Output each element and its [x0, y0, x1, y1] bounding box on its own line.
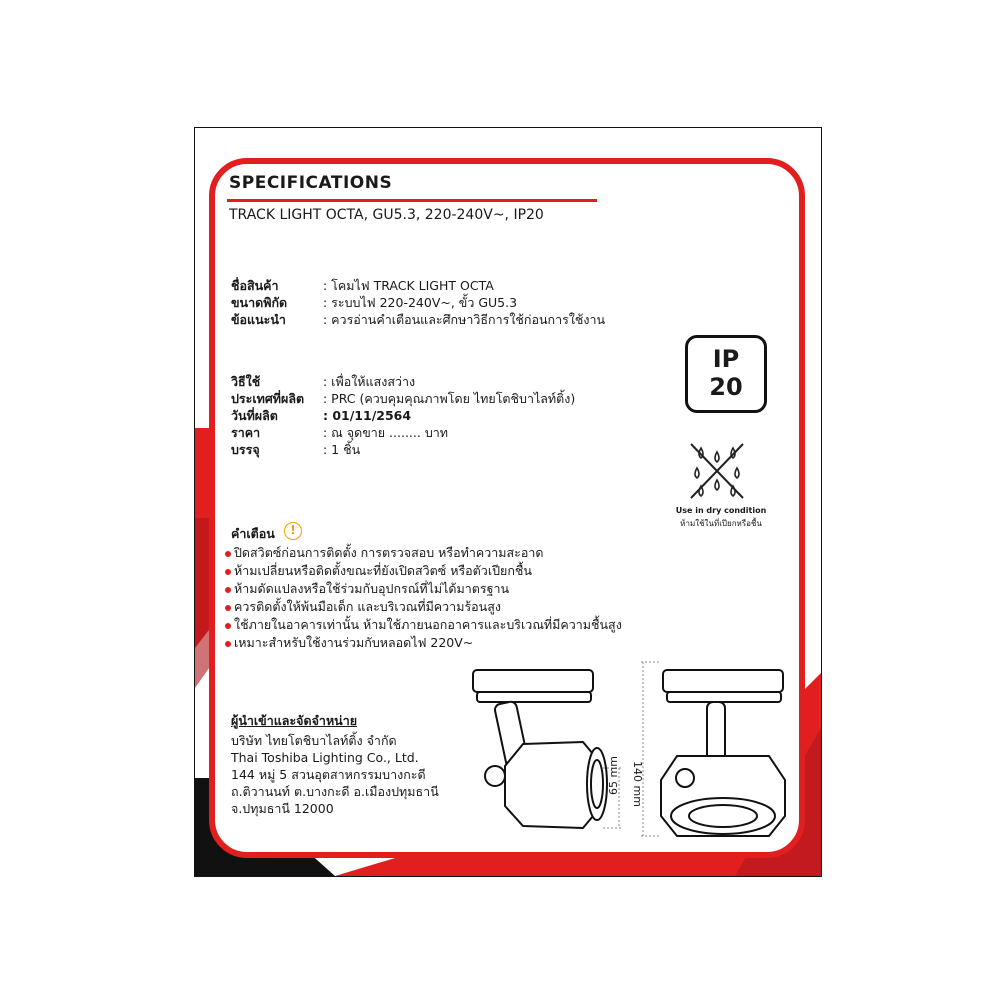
- spec-sheet: [194, 127, 822, 877]
- warning-item: [225, 635, 473, 651]
- warning-item: [225, 599, 501, 615]
- detail-label: ขนาดพิกัด: [231, 295, 288, 310]
- dimension-width-label: 65 mm: [607, 756, 620, 795]
- ip-value: 20: [709, 373, 743, 401]
- detail-label: บรรจุ: [231, 442, 260, 457]
- warning-icon: !: [284, 522, 302, 540]
- ip-label: IP: [712, 345, 740, 373]
- detail-value: : PRC (ควบคุมคุณภาพโดย ไทยโตชิบาไลท์ติ้ง): [323, 391, 576, 406]
- ip-rating-badge: [685, 335, 767, 413]
- detail-label: ประเทศที่ผลิต: [231, 391, 305, 406]
- warning-text: ห้ามเปลี่ยนหรือติดตั้งขณะที่ยังเปิดสวิตซ์ หรือตัวเปียกชื้น: [234, 563, 532, 578]
- distributor-line: 144 หมู่ 5 สวนอุตสาหกรรมบางกะดี: [231, 767, 426, 782]
- dry-condition-label: Use in dry condition: [675, 506, 767, 515]
- detail-row-rating: [231, 295, 517, 311]
- product-dimension-drawing: [463, 656, 803, 856]
- detail-row-usage: [231, 374, 415, 390]
- warning-heading: คำเตือน: [231, 526, 275, 541]
- bullet-icon: [225, 623, 231, 629]
- bullet-icon: [225, 587, 231, 593]
- detail-row-product-name: [231, 278, 494, 294]
- detail-row-country: [231, 391, 575, 407]
- dimension-height-label: 140 mm: [631, 761, 644, 807]
- detail-value: : ระบบไฟ 220-240V~, ขั้ว GU5.3: [323, 295, 518, 310]
- detail-label: วิธีใช้: [231, 374, 261, 389]
- warning-item: [225, 563, 532, 579]
- detail-row-package: [231, 442, 360, 458]
- detail-label: วันที่ผลิต: [231, 408, 278, 423]
- warning-text: ใช้ภายในอาคารเท่านั้น ห้ามใช้ภายนอกอาคารและบริเวณที่มีความชื้นสูง: [234, 617, 622, 632]
- detail-value: : 01/11/2564: [323, 408, 412, 423]
- warning-item: [225, 581, 509, 597]
- warning-text: ห้ามดัดแปลงหรือใช้ร่วมกับอุปกรณ์ที่ไม่ได้มาตรฐาน: [234, 581, 510, 596]
- detail-row-advice: [231, 312, 605, 328]
- detail-value: : ณ จุดขาย ........ บาท: [323, 425, 449, 440]
- dry-condition-label-thai: ห้ามใช้ในที่เปียกหรือชื้น: [680, 519, 762, 528]
- warning-text: ควรติดตั้งให้พ้นมือเด็ก และบริเวณที่มีความร้อนสูง: [234, 599, 501, 614]
- distributor-heading: ผู้นำเข้าและจัดจำหน่าย: [231, 713, 358, 728]
- detail-value: : โคมไฟ TRACK LIGHT OCTA: [323, 278, 494, 293]
- bullet-icon: [225, 605, 231, 611]
- detail-label: ราคา: [231, 425, 261, 440]
- specifications-title: SPECIFICATIONS: [229, 173, 393, 193]
- detail-row-mfg-date: [231, 408, 411, 424]
- bullet-icon: [225, 569, 231, 575]
- warning-text: เหมาะสำหรับใช้งานร่วมกับหลอดไฟ 220V~: [234, 635, 474, 650]
- warning-item: [225, 545, 544, 561]
- bullet-icon: [225, 641, 231, 647]
- no-water-drops-icon: [687, 440, 747, 502]
- title-underline: [227, 199, 597, 202]
- detail-label: ข้อแนะนำ: [231, 312, 286, 327]
- product-subtitle: TRACK LIGHT OCTA, GU5.3, 220-240V~, IP20: [229, 207, 544, 223]
- detail-value: : ควรอ่านคำเตือนและศึกษาวิธีการใช้ก่อนการใช้งาน: [323, 312, 606, 327]
- distributor-line: ถ.ติวานนท์ ต.บางกะดี อ.เมืองปทุมธานี: [231, 784, 439, 799]
- distributor-line: บริษัท ไทยโตชิบาไลท์ติ้ง จำกัด: [231, 733, 397, 748]
- detail-value: : 1 ชิ้น: [323, 442, 361, 457]
- warning-text: ปิดสวิตซ์ก่อนการติดตั้ง การตรวจสอบ หรือทำความสะอาด: [234, 545, 544, 560]
- bullet-icon: [225, 551, 231, 557]
- detail-value: : เพื่อให้แสงสว่าง: [323, 374, 416, 389]
- distributor-line: Thai Toshiba Lighting Co., Ltd.: [231, 750, 419, 765]
- detail-label: ชื่อสินค้า: [231, 278, 279, 293]
- distributor-line: จ.ปทุมธานี 12000: [231, 801, 334, 816]
- warning-item: [225, 617, 622, 633]
- detail-row-price: [231, 425, 448, 441]
